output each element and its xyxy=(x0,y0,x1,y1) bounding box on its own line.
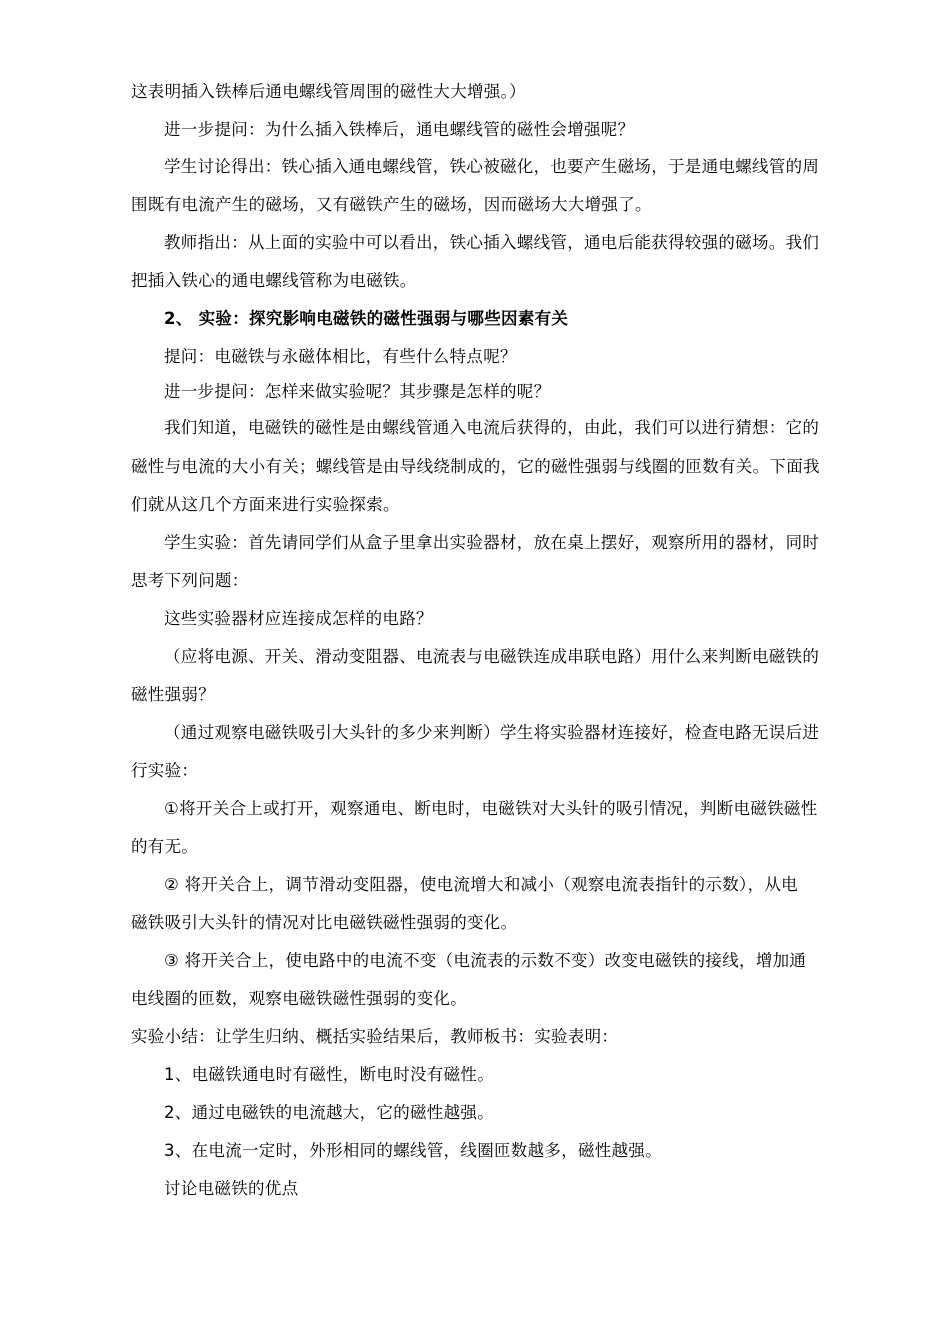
text-line: 这表明插入铁棒后通电螺线管周围的磁性大大增强。） xyxy=(131,82,526,101)
text-line: 的有无。 xyxy=(131,837,199,856)
text-line: 们就从这几个方面来进行实验探索。 xyxy=(131,495,400,514)
text-line: 学生实验：首先请同学们从盒子里拿出实验器材，放在桌上摆好，观察所用的器材，同时 xyxy=(164,533,820,552)
section-heading: 2、 实验：探究影响电磁铁的磁性强弱与哪些因素有关 xyxy=(164,309,569,328)
text-line: 学生讨论得出：铁心插入通电螺线管，铁心被磁化，也要产生磁场，于是通电螺线管的周 xyxy=(164,157,820,176)
text-line: 行实验： xyxy=(131,761,199,780)
text-line: ①将开关合上或打开，观察通电、断电时，电磁铁对大头针的吸引情况，判断电磁铁磁性 xyxy=(164,799,818,818)
text-line: 进一步提问：怎样来做实验呢？其步骤是怎样的呢？ xyxy=(164,382,551,401)
text-line: 教师指出：从上面的实验中可以看出，铁心插入螺线管，通电后能获得较强的磁场。我们 xyxy=(164,233,820,252)
text-line: 电线圈的匝数，观察电磁铁磁性强弱的变化。 xyxy=(131,989,467,1008)
text-line: ② 将开关合上，调节滑动变阻器，使电流增大和减小（观察电流表指针的示数），从电 xyxy=(164,875,798,894)
list-item: 2、通过电磁铁的电流越大，它的磁性越强。 xyxy=(164,1103,494,1122)
text-line: 磁性与电流的大小有关；螺线管是由导线绕制成的，它的磁性强弱与线圈的匝数有关。下面我 xyxy=(131,457,820,476)
list-item: 1、电磁铁通电时有磁性，断电时没有磁性。 xyxy=(164,1065,494,1084)
text-line: 实验小结：让学生归纳、概括实验结果后，教师板书：实验表明： xyxy=(131,1027,619,1046)
text-line: 把插入铁心的通电螺线管称为电磁铁。 xyxy=(131,271,417,290)
text-line: 这些实验器材应连接成怎样的电路？ xyxy=(164,609,433,628)
text-line: 围既有电流产生的磁场，又有磁铁产生的磁场，因而磁场大大增强了。 xyxy=(131,195,652,214)
text-line: 我们知道，电磁铁的磁性是由螺线管通入电流后获得的，由此，我们可以进行猜想：它的 xyxy=(164,418,820,437)
text-line: 提问：电磁铁与永磁体相比，有些什么特点呢？ xyxy=(164,347,517,366)
list-item: 3、在电流一定时，外形相同的螺线管，线圈匝数越多，磁性越强。 xyxy=(164,1141,662,1160)
text-line: 讨论电磁铁的优点 xyxy=(164,1179,299,1198)
text-line: 思考下列问题： xyxy=(131,571,249,590)
text-line: （应将电源、开关、滑动变阻器、电流表与电磁铁连成串联电路）用什么来判断电磁铁的 xyxy=(164,647,820,666)
text-line: 磁性强弱？ xyxy=(131,685,215,704)
text-line: ③ 将开关合上，使电路中的电流不变（电流表的示数不变）改变电磁铁的接线，增加通 xyxy=(164,951,807,970)
text-line: 进一步提问：为什么插入铁棒后，通电螺线管的磁性会增强呢？ xyxy=(164,120,635,139)
text-line: （通过观察电磁铁吸引大头针的多少来判断）学生将实验器材连接好，检查电路无误后进 xyxy=(164,723,820,742)
text-line: 磁铁吸引大头针的情况对比电磁铁磁性强弱的变化。 xyxy=(131,913,518,932)
